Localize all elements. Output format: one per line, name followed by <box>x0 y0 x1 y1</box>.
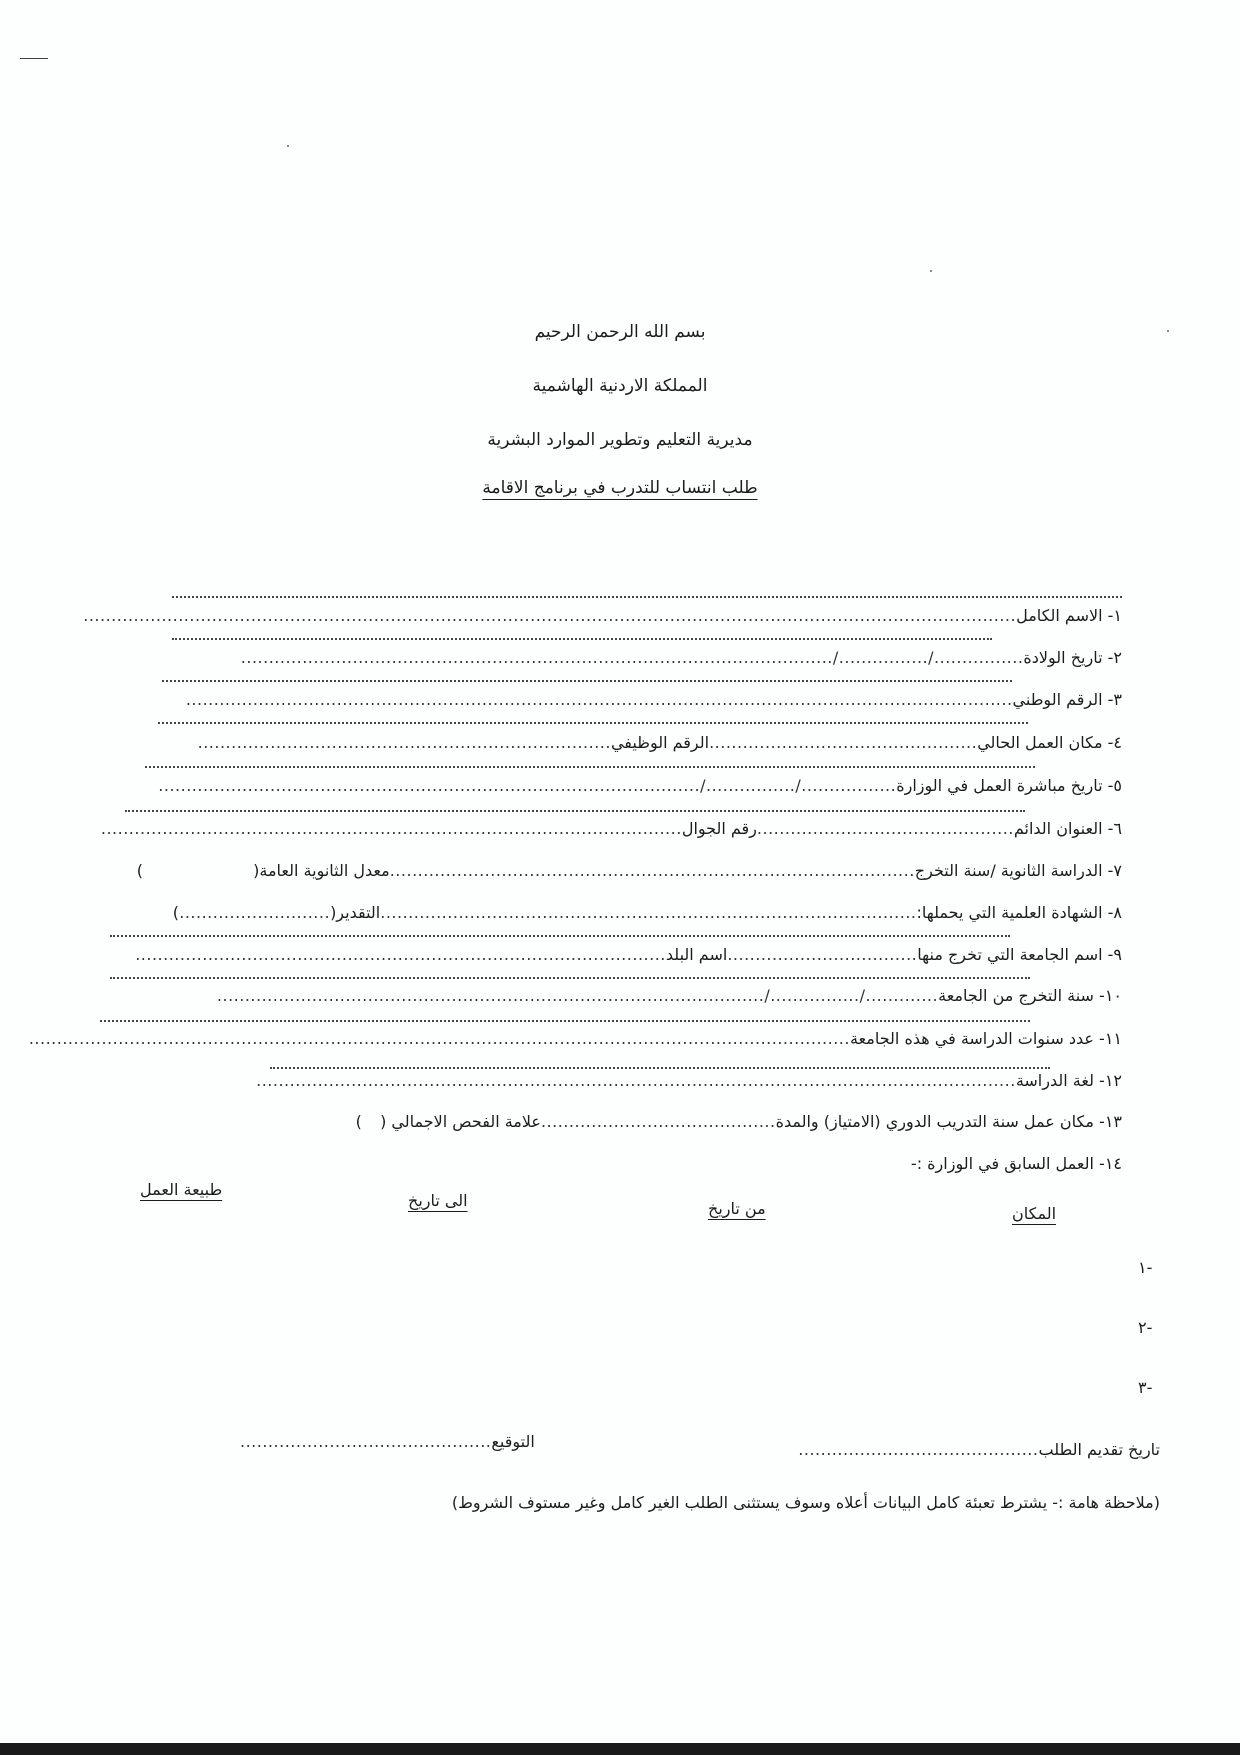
field-previous-work <box>911 1154 1122 1173</box>
dotted-guide <box>172 638 992 640</box>
employee-number-label: الرقم الوظيفي <box>610 733 710 752</box>
dotted-guide <box>172 596 1122 598</box>
scan-speck <box>930 270 932 272</box>
country-label: اسم البلد <box>665 945 728 964</box>
field-work-start-date <box>158 776 1122 795</box>
field-graduation-year <box>217 986 1122 1005</box>
table-row-number: -٢ <box>1138 1318 1153 1337</box>
field-permanent-address <box>101 819 1122 838</box>
signature-label: التوقيع <box>491 1432 535 1451</box>
grade-blank: ........................... <box>179 903 331 922</box>
full-name-blank: ....................................................................................................................................................................... <box>83 606 1017 625</box>
field-national-id <box>186 690 1122 709</box>
dotted-guide <box>110 977 1030 979</box>
basmala: بسم الله الرحمن الرحيم <box>534 322 706 342</box>
permanent-address-label: ٦- العنوان الدائم <box>1013 819 1122 838</box>
dotted-guide <box>158 722 1028 724</box>
graduation-year-blank: ............./................/.................................................................................................. <box>216 986 939 1005</box>
university-blank: .................................. <box>727 945 918 964</box>
national-id-blank: .................................................................................................................................................... <box>185 690 1013 709</box>
graduation-year-label: ١٠- سنة التخرج من الجامعة <box>938 986 1122 1005</box>
field-study-years <box>29 1029 1122 1048</box>
national-id-label: ٣- الرقم الوطني <box>1012 690 1122 709</box>
secondary-average-close: ) <box>136 861 144 880</box>
col-place: المكان <box>1012 1204 1057 1223</box>
birth-date-blank: ................/................/.......................................................................................................... <box>240 648 1024 667</box>
secondary-study-label: ٧- الدراسة الثانوية /سنة التخرج <box>914 861 1122 880</box>
scan-corner-mark <box>20 58 48 59</box>
field-internship <box>356 1112 1122 1131</box>
mobile-number-label: رقم الجوال <box>681 819 757 838</box>
mobile-number-blank: ........................................................................................................ <box>100 819 682 838</box>
field-study-language <box>256 1071 1122 1090</box>
country-blank: ............................................................................................... <box>135 945 666 964</box>
field-full-name <box>83 606 1122 625</box>
grade-label: التقدير( <box>330 903 381 922</box>
submit-date-blank: ........................................... <box>798 1440 1039 1459</box>
form-title-text: طلب انتساب للتدرب في برنامج الاقامة <box>482 478 758 498</box>
field-university <box>135 945 1122 964</box>
employee-number-blank: .......................................................................... <box>197 733 611 752</box>
col-from-date: من تاريخ <box>708 1199 766 1218</box>
directorate-name: مديرية التعليم وتطوير الموارد البشرية <box>487 430 753 450</box>
col-work-nature: طبيعة العمل <box>140 1180 223 1199</box>
study-years-label: ١١- عدد سنوات الدراسة في هذه الجامعة <box>849 1029 1122 1048</box>
permanent-address-blank: .............................................. <box>756 819 1014 838</box>
dotted-guide <box>162 680 1012 682</box>
internship-label: ١٣- مكان عمل سنة التدريب الدوري (الامتياز) والمدة <box>775 1112 1122 1131</box>
university-label: ٩- اسم الجامعة التي تخرج منها <box>917 945 1122 964</box>
important-note: (ملاحظة هامة :- يشترط تعبئة كامل البيانات أعلاه وسوف يستثنى الطلب الغير كامل وغير مستوف الشروط) <box>451 1493 1160 1512</box>
form-title <box>0 478 1240 498</box>
field-current-workplace <box>198 733 1122 752</box>
work-start-date-label: ٥- تاريخ مباشرة العمل في الوزارة <box>896 776 1122 795</box>
signature-row <box>240 1432 535 1451</box>
current-workplace-label: ٤- مكان العمل الحالي <box>977 733 1122 752</box>
degree-blank: ................................................................................................ <box>380 903 917 922</box>
table-row-number: -١ <box>1138 1258 1153 1277</box>
field-degree <box>173 903 1122 922</box>
col-to-date: الى تاريخ <box>408 1191 468 1210</box>
previous-work-label: ١٤- العمل السابق في الوزارة :- <box>910 1154 1122 1173</box>
table-row-number: -٣ <box>1138 1378 1153 1397</box>
dotted-guide <box>125 810 1025 812</box>
signature-blank: ............................................. <box>240 1432 492 1451</box>
internship-blank: .......................................... <box>540 1112 776 1131</box>
secondary-average-label: معدل الثانوية العامة( <box>253 861 390 880</box>
submit-date-row <box>798 1440 1160 1459</box>
study-language-blank: ........................................................................................................................................ <box>256 1071 1016 1090</box>
full-name-label: ١- الاسم الكامل <box>1016 606 1122 625</box>
field-birth-date <box>241 648 1122 667</box>
scan-bottom-edge <box>0 1743 1240 1755</box>
current-workplace-blank: ................................................ <box>709 733 978 752</box>
dotted-guide <box>110 935 1010 937</box>
study-years-blank: ................................................................................................................................................... <box>28 1029 850 1048</box>
scan-speck <box>287 145 289 147</box>
submit-date-label: تاريخ تقديم الطلب <box>1038 1440 1160 1459</box>
work-start-date-blank: ................./................/................................................................................................. <box>158 776 897 795</box>
degree-label: ٨- الشهادة العلمية التي يحملها: <box>916 903 1122 922</box>
dotted-guide <box>145 766 1035 768</box>
kingdom-name: المملكة الاردنية الهاشمية <box>532 376 708 396</box>
overall-exam-label: علامة الفحص الاجمالي ( <box>380 1112 541 1131</box>
secondary-study-blank: .............................................................................................. <box>389 861 915 880</box>
grade-close: ) <box>172 903 180 922</box>
dotted-guide <box>270 1067 1050 1069</box>
field-secondary-study <box>137 861 1122 880</box>
study-language-label: ١٢- لغة الدراسة <box>1015 1071 1122 1090</box>
birth-date-label: ٢- تاريخ الولادة <box>1023 648 1122 667</box>
overall-exam-close: ) <box>355 1112 363 1131</box>
dotted-guide <box>100 1020 1030 1022</box>
